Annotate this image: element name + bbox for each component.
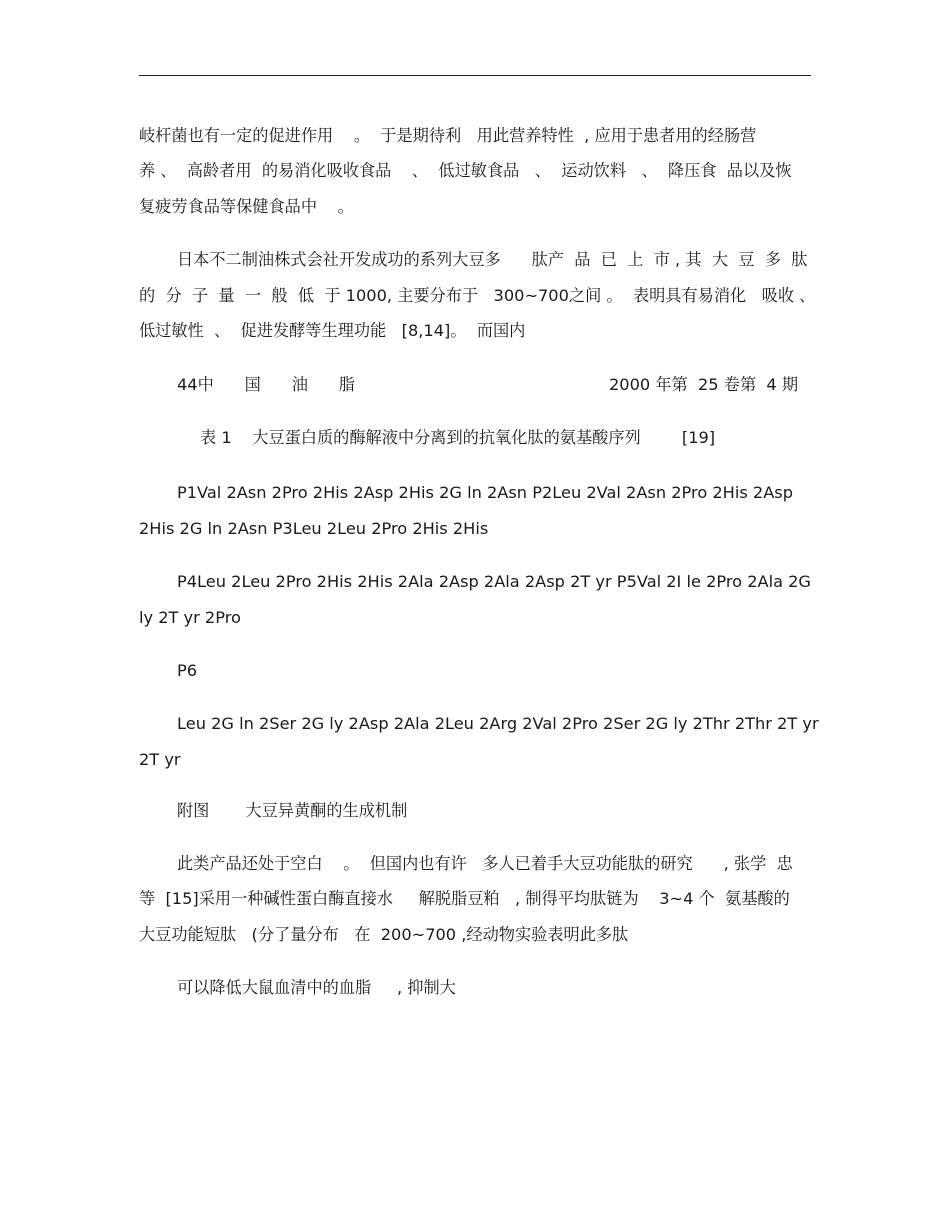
header-rule <box>139 75 811 76</box>
text-line: 养 、 高龄者用 的易消化吸收食品 、 低过敏食品 、 运动饮料 、 降压食 品以及恢 <box>139 161 792 180</box>
text-line: 大豆功能短肽 (分了量分布 在 200~700 ,经动物实验表明此多肽 <box>139 925 629 944</box>
text-line: 2T yr <box>139 750 181 769</box>
text-line: P6 <box>177 661 198 680</box>
text-line: 复疲劳食品等保健食品中 。 <box>139 197 354 216</box>
text-line: 2His 2G ln 2Asn P3Leu 2Leu 2Pro 2His 2His <box>139 519 489 538</box>
text-line: ly 2T yr 2Pro <box>139 608 241 627</box>
figure-caption: 附图 大豆异黄酮的生成机制 <box>177 801 408 820</box>
text-line: 的 分 子 量 一 般 低 于 1000, 主要分布于 300~700之间 。 表明具有易消化 吸收 、 <box>139 286 816 305</box>
text-line: 等 [15]采用一种碱性蛋白酶直接水 解脱脂豆粕 , 制得平均肽链为 3~4 个 氨基酸的 <box>139 889 790 908</box>
text-line: 此类产品还处于空白 。 但国内也有许 多人已着手大豆功能肽的研究 , 张学 忠 <box>177 854 793 873</box>
text-line: 日本不二制油株式会社开发成功的系列大豆多 肽产 品 已 上 市 , 其 大 豆 多 肽 <box>177 250 808 269</box>
text-line: 低过敏性 、 促进发酵等生理功能 [8,14]。 而国内 <box>139 321 526 340</box>
table-caption: 表 1 大豆蛋白质的酶解液中分离到的抗氧化肽的氨基酸序列 [19] <box>200 428 716 447</box>
text-line: 岐杆菌也有一定的促进作用 。 于是期待利 用此营养特性 , 应用于患者用的经肠营 <box>139 126 757 145</box>
text-line: Leu 2G ln 2Ser 2G ly 2Asp 2Ala 2Leu 2Arg 2Val 2Pro 2Ser 2G ly 2Thr 2Thr 2T yr <box>177 714 819 733</box>
journal-name: 44中 国 油 脂 <box>177 375 355 394</box>
text-line: P4Leu 2Leu 2Pro 2His 2His 2Ala 2Asp 2Ala 2Asp 2T yr P5Val 2I le 2Pro 2Ala 2G <box>177 572 811 591</box>
text-line: P1Val 2Asn 2Pro 2His 2Asp 2His 2G ln 2Asn P2Leu 2Val 2Asn 2Pro 2His 2Asp <box>177 483 793 502</box>
text-line: 可以降低大鼠血清中的血脂 , 抑制大 <box>177 978 456 997</box>
issue-info: 2000 年第 25 卷第 4 期 <box>609 375 799 394</box>
